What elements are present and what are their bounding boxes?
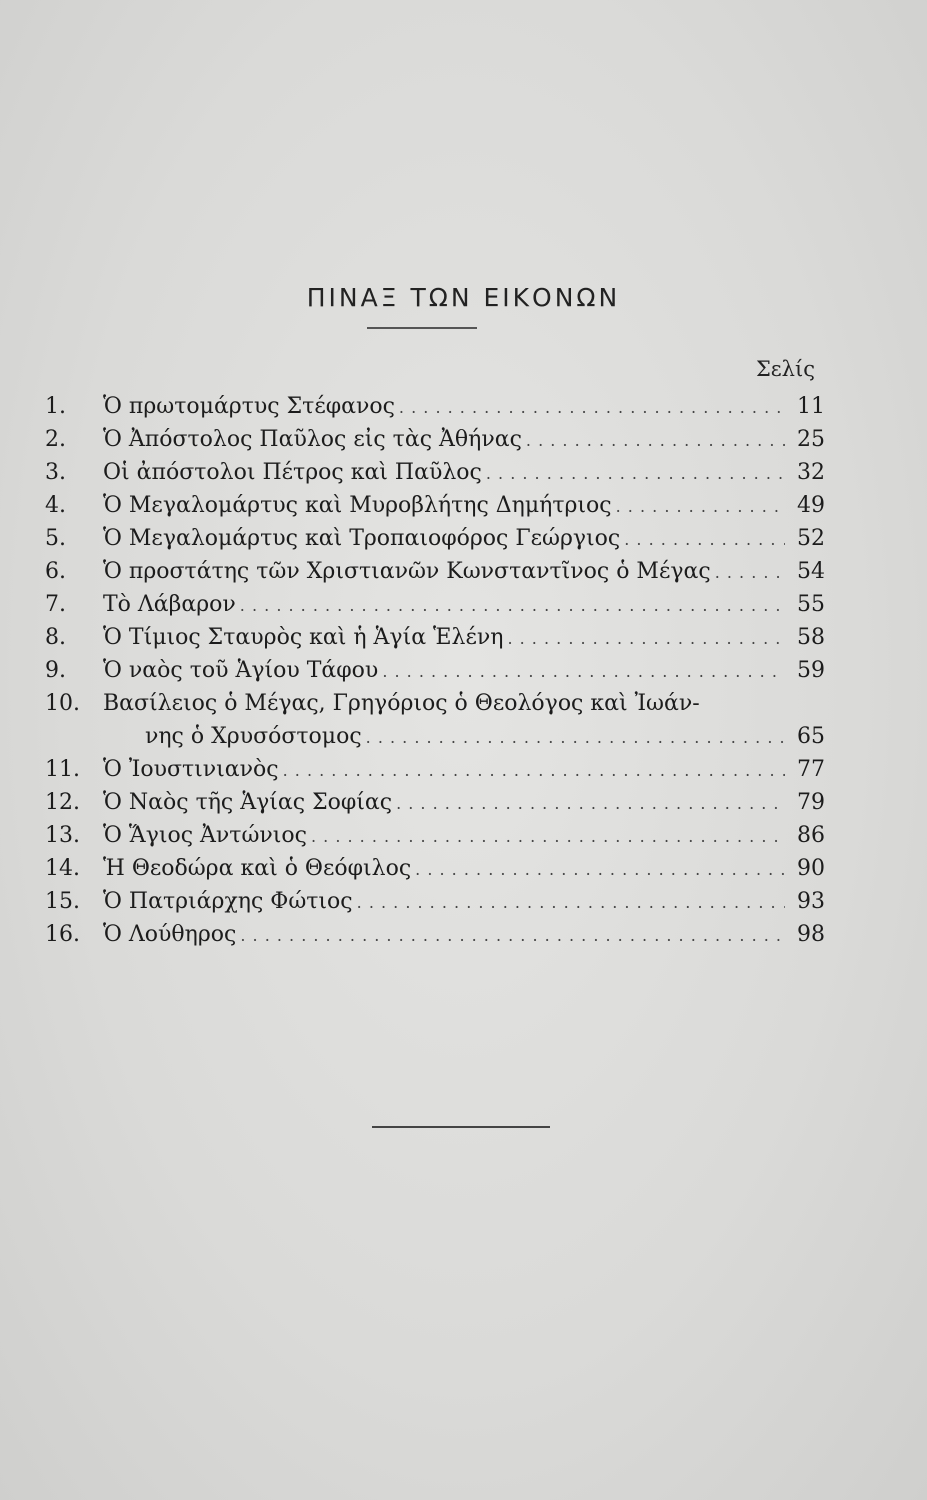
entry-title: Ἡ Θεοδώρα καὶ ὁ Θεόφιλος <box>103 856 412 881</box>
dot-leader <box>378 655 785 688</box>
dot-leader <box>522 424 785 457</box>
dot-leader <box>503 622 785 655</box>
entry-number: 6. <box>45 559 66 584</box>
dot-leader <box>612 490 785 523</box>
entry-number: 10. <box>45 691 80 716</box>
toc-entry <box>45 753 825 786</box>
entry-title: Ὁ Ἅγιος Ἀντώνιος <box>103 823 307 848</box>
toc-entry <box>45 786 825 819</box>
entry-title: Οἱ ἀπόστολοι Πέτρος καὶ Παῦλος <box>103 460 482 485</box>
title-divider <box>367 327 477 329</box>
toc-entry <box>45 885 825 918</box>
entry-page: 54 <box>797 559 825 584</box>
entry-page: 58 <box>797 625 825 650</box>
dot-leader <box>482 457 785 490</box>
entry-number: 1. <box>45 394 66 419</box>
dot-leader <box>620 523 785 556</box>
entry-number: 9. <box>45 658 66 683</box>
toc-entry <box>45 390 825 423</box>
dot-leader <box>711 556 785 589</box>
entry-number: 8. <box>45 625 66 650</box>
entry-page: 86 <box>797 823 825 848</box>
entry-number: 3. <box>45 460 66 485</box>
entry-title: Ὁ προστάτης τῶν Χριστιανῶν Κωνσταντῖνος ὁ Μέγας <box>103 559 711 584</box>
entry-page: 55 <box>797 592 825 617</box>
entry-number: 14. <box>45 856 80 881</box>
entry-number: 13. <box>45 823 80 848</box>
dot-leader <box>236 919 785 952</box>
dot-leader <box>236 589 785 622</box>
dot-leader <box>362 721 785 754</box>
entry-number: 16. <box>45 922 80 947</box>
table-of-illustrations <box>45 390 825 951</box>
toc-entry <box>45 621 825 654</box>
entry-page: 32 <box>797 460 825 485</box>
entry-page: 52 <box>797 526 825 551</box>
toc-entry <box>45 489 825 522</box>
entry-title: Ὁ Πατριάρχης Φώτιος <box>103 889 353 914</box>
entry-page: 93 <box>797 889 825 914</box>
entry-title: Ὁ Μεγαλομάρτυς καὶ Τροπαιοφόρος Γεώργιος <box>103 526 621 551</box>
toc-entry <box>45 456 825 489</box>
entry-number: 2. <box>45 427 66 452</box>
entry-title: Ὁ Μεγαλομάρτυς καὶ Μυροβλήτης Δημήτριος <box>103 493 612 518</box>
entry-title: Τὸ Λάβαρον <box>103 592 236 617</box>
entry-title: Ὁ Τίμιος Σταυρὸς καὶ ἡ Ἁγία Ἑλένη <box>103 625 504 650</box>
closing-divider <box>372 1126 550 1128</box>
entry-page: 77 <box>797 757 825 782</box>
toc-entry <box>45 852 825 885</box>
toc-entry <box>45 522 825 555</box>
dot-leader <box>395 391 785 424</box>
entry-title: Ὁ Ἰουστινιανὸς <box>103 757 279 782</box>
dot-leader <box>279 754 785 787</box>
entry-title: Ὁ Ναὸς τῆς Ἁγίας Σοφίας <box>103 790 393 815</box>
entry-number: 7. <box>45 592 66 617</box>
toc-entry <box>45 423 825 456</box>
entry-number: 15. <box>45 889 80 914</box>
entry-title: Ὁ Ἀπόστολος Παῦλος εἰς τὰς Ἀθήνας <box>103 427 522 452</box>
entry-title: Ὁ Λούθηρος <box>103 922 237 947</box>
entry-title: Βασίλειος ὁ Μέγας, Γρηγόριος ὁ Θεολόγος καὶ Ἰωάν- <box>103 691 700 716</box>
entry-title: Ὁ ναὸς τοῦ Ἁγίου Τάφου <box>103 658 379 683</box>
entry-page: 98 <box>797 922 825 947</box>
dot-leader <box>307 820 785 853</box>
entry-number: 12. <box>45 790 80 815</box>
toc-entry <box>45 819 825 852</box>
entry-page: 25 <box>797 427 825 452</box>
toc-entry <box>45 918 825 951</box>
entry-number: 5. <box>45 526 66 551</box>
toc-entry-continuation <box>45 720 825 753</box>
entry-page: 49 <box>797 493 825 518</box>
entry-number: 4. <box>45 493 66 518</box>
entry-title: Ὁ πρωτομάρτυς Στέφανος <box>103 394 395 419</box>
page-title: ΠΙΝΑΞ ΤΩΝ ΕΙΚΟΝΩΝ <box>306 283 621 312</box>
entry-page: 79 <box>797 790 825 815</box>
page-column-header: Σελίς <box>755 357 815 381</box>
toc-entry <box>45 654 825 687</box>
entry-page: 59 <box>797 658 825 683</box>
entry-page: 90 <box>797 856 825 881</box>
dot-leader <box>411 853 785 886</box>
entry-title-continuation: νης ὁ Χρυσόστομος <box>145 724 362 749</box>
entry-page: 11 <box>797 394 825 419</box>
toc-entry <box>45 588 825 621</box>
toc-entry <box>45 555 825 588</box>
entry-number: 11. <box>45 757 80 782</box>
toc-entry <box>45 687 825 720</box>
entry-page: 65 <box>797 724 825 749</box>
dot-leader <box>392 787 785 820</box>
dot-leader <box>353 886 785 919</box>
